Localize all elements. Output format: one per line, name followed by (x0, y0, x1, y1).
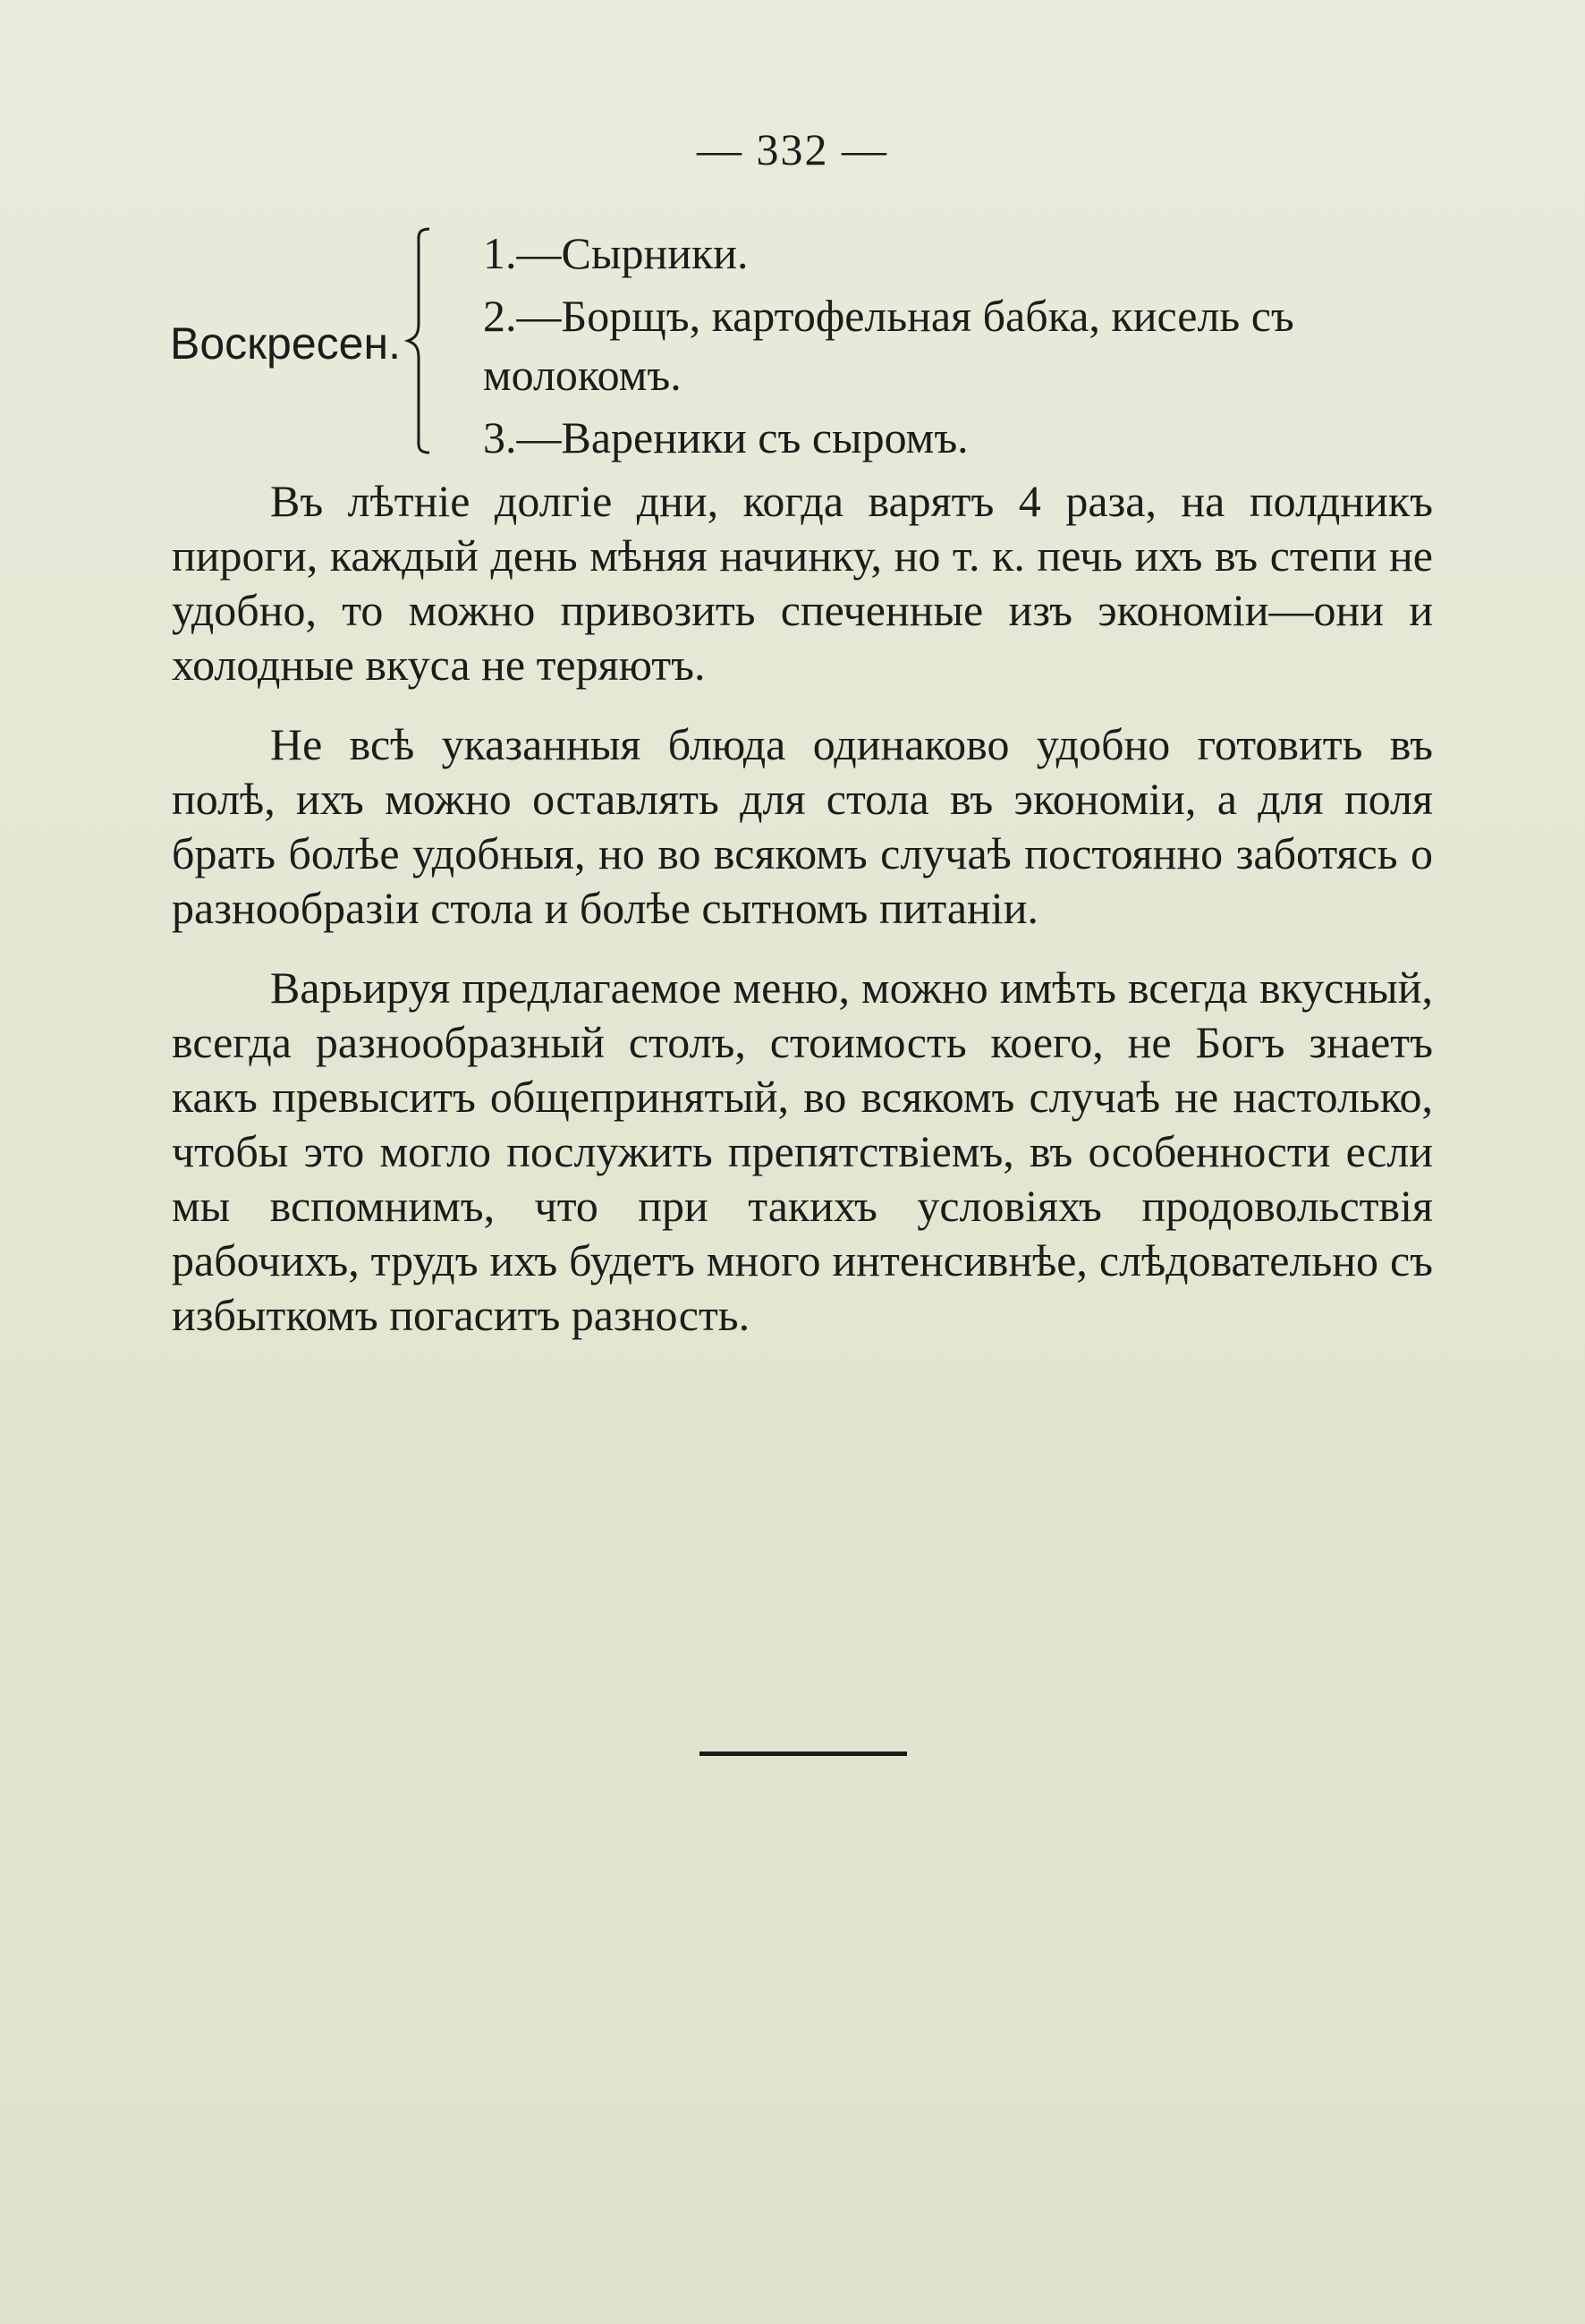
menu-item-1: 1.—Сырники. (483, 228, 749, 278)
menu-item-2: 2.—Борщъ, картофельная бабка, кисель съ молокомъ. (483, 291, 1294, 400)
end-divider (699, 1751, 907, 1756)
page-number: — 332 — (697, 124, 888, 174)
menu-item-3: 3.—Вареники съ сыромъ. (483, 412, 969, 462)
menu-items (483, 224, 1440, 471)
paragraph-2: Не всѣ указанныя блюда одинаково удобно готовить въ полѣ, ихъ можно оставлять для стола въ экономіи, а для поля брать болѣе удобныя, но во всякомъ случаѣ постоянно заботясь о разнообразіи стола и болѣе сытномъ питаніи. (172, 719, 1433, 933)
paragraph-3: Варьируя предлагаемое меню, можно имѣть всегда вкусный, всегда разнообразный столъ, стоимость коего, не Богъ знаетъ какъ превыситъ общепринятый, во всякомъ случаѣ не настолько, чтобы это могло послужить препятствіемъ, въ особенности если мы вспомнимъ, что при такихъ условіяхъ продовольствія рабочихъ, трудъ ихъ будетъ много интенсивнѣе, слѣдовательно съ избыткомъ погаситъ разность. (172, 963, 1433, 1340)
bracket-line (403, 224, 438, 458)
menu-day-label: Воскресен. (170, 318, 401, 369)
body-text (172, 474, 1433, 1368)
paragraph-1: Въ лѣтніе долгіе дни, когда варятъ 4 раза, на полдникъ пироги, каждый день мѣняя начинку, но т. к. печь ихъ въ степи не удобно, то можно привозить спеченные изъ экономіи—они и холодные вкуса не теряютъ. (172, 476, 1433, 690)
menu-block (170, 224, 1440, 462)
